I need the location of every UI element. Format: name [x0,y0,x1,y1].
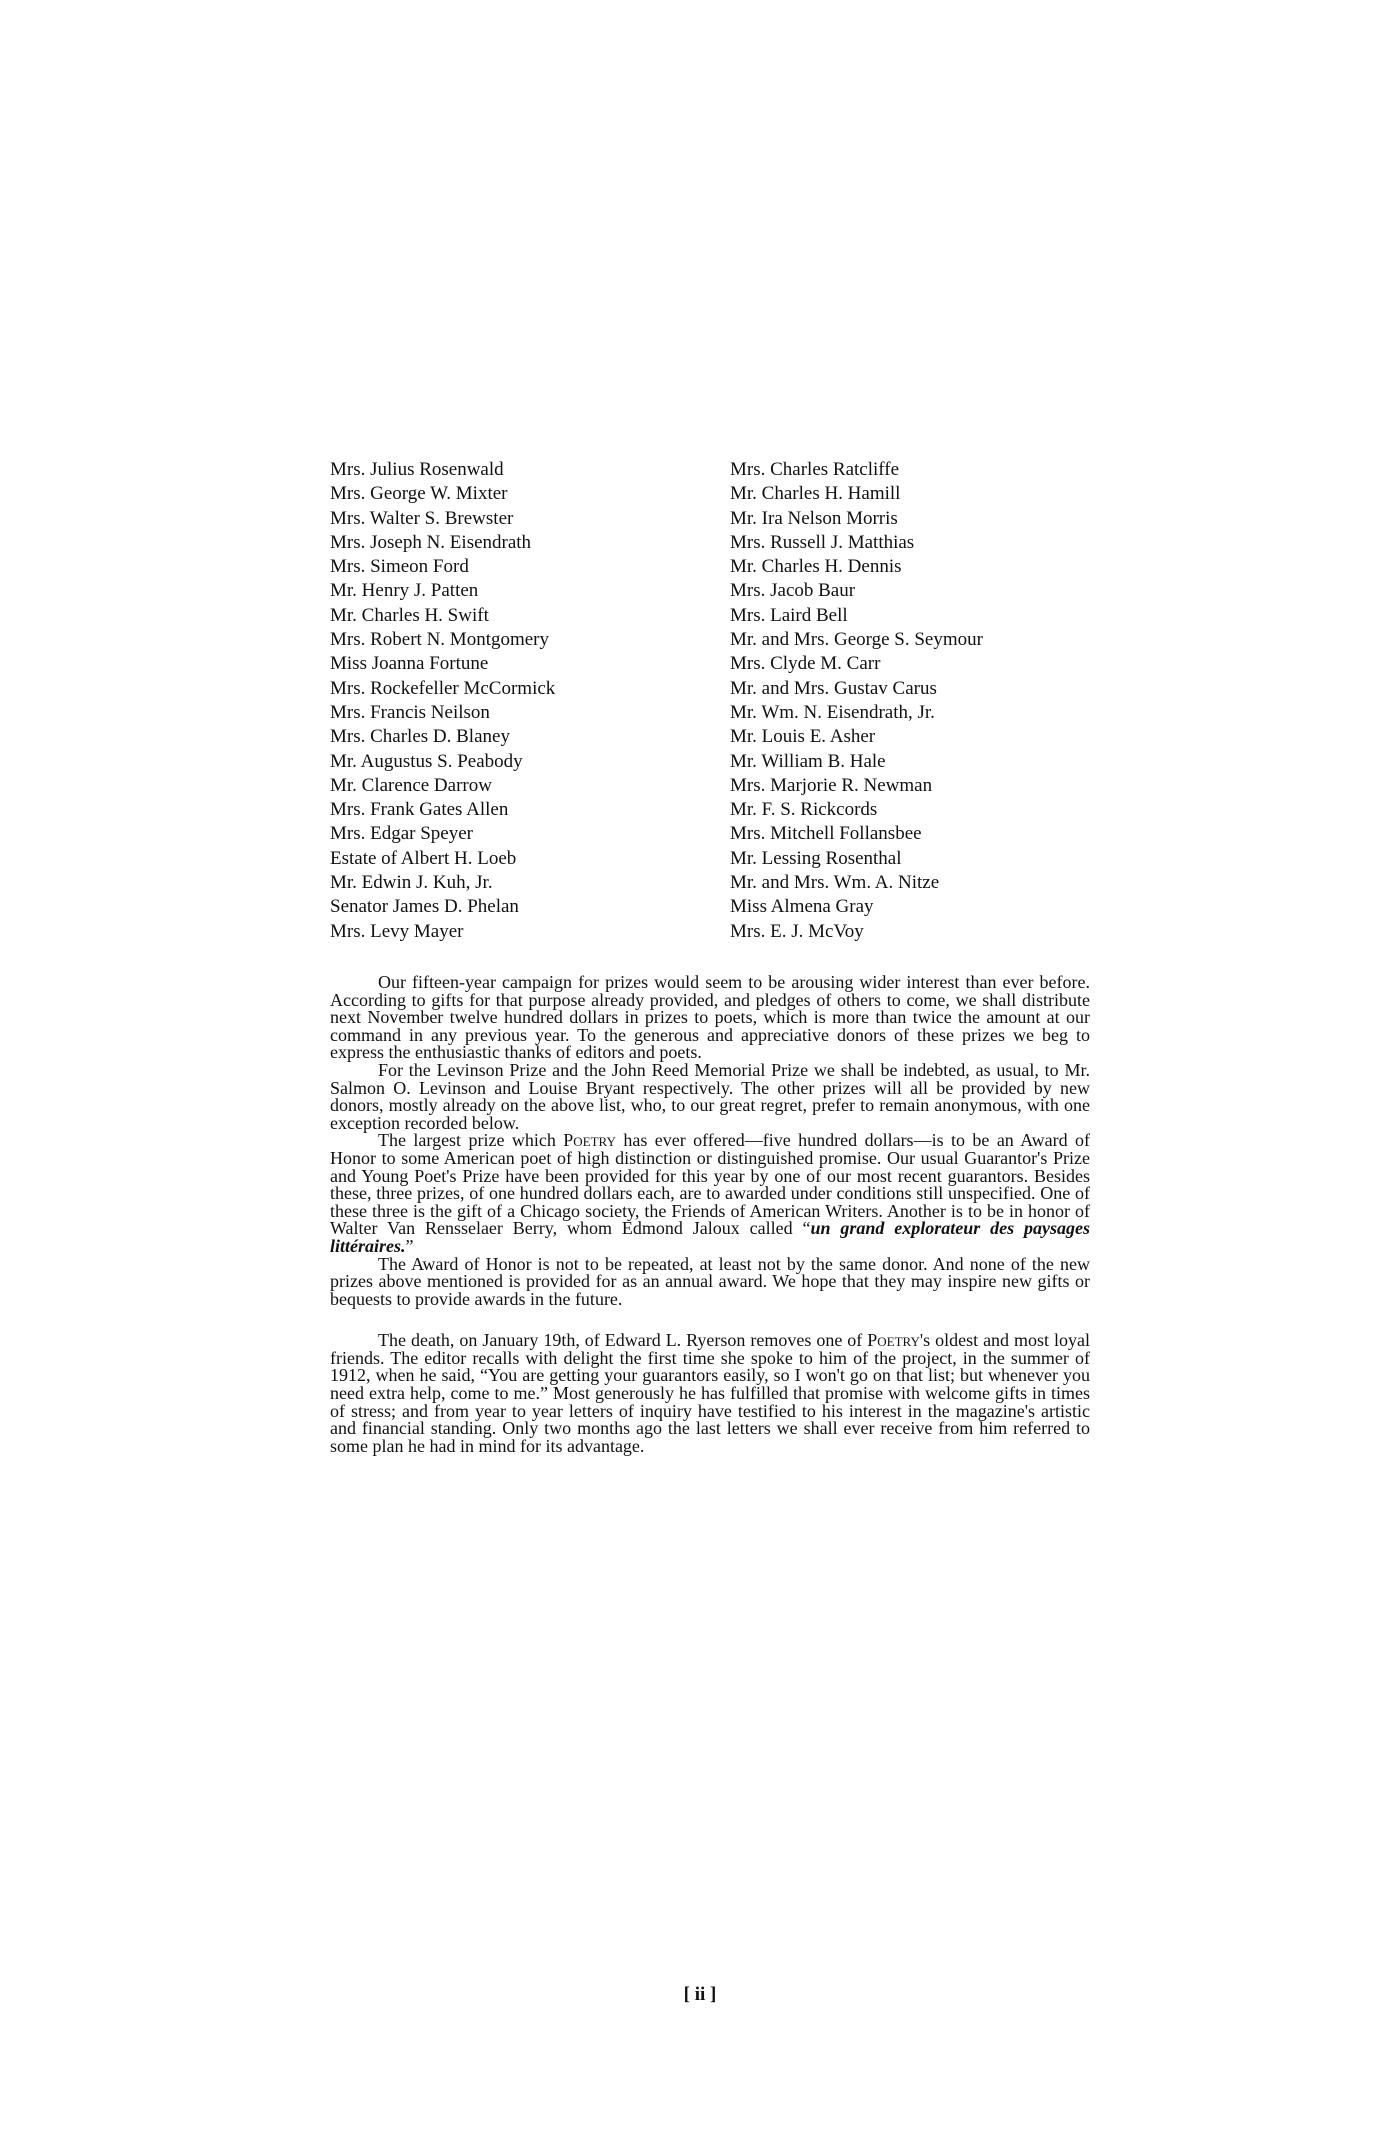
guarantor-name: Mrs. George W. Mixter [330,483,508,505]
french-quote: un grand explorateur des paysages littéraires. [330,1218,1090,1256]
guarantor-name: Mr. F. S. Rickcords [730,799,878,821]
guarantor-name: Mrs. Walter S. Brewster [330,507,514,529]
guarantor-name: Mr. William B. Hale [730,750,886,772]
guarantor-name: Miss Joanna Fortune [330,653,489,675]
guarantor-name: Mr. and Mrs. George S. Seymour [730,629,983,651]
guarantor-name: Mr. Clarence Darrow [330,774,492,796]
guarantor-name: Mr. and Mrs. Gustav Carus [730,677,937,699]
guarantor-name: Mrs. Russell J. Matthias [730,531,915,553]
guarantor-name: Mr. Charles H. Swift [330,604,489,626]
guarantor-name: Mr. Ira Nelson Morris [730,507,898,529]
guarantor-name: Mrs. Laird Bell [730,604,848,626]
guarantor-name: Mr. Louis E. Asher [730,726,876,748]
guarantor-list [330,458,1090,944]
text-run: ” [405,1235,414,1256]
guarantor-name: Mrs. Levy Mayer [330,920,464,942]
guarantor-name: Mrs. Charles Ratcliffe [730,459,900,480]
guarantor-name: Mr. Lessing Rosenthal [730,847,902,869]
guarantor-name: Estate of Albert H. Loeb [330,847,517,869]
guarantor-name: Mr. Charles H. Hamill [730,483,901,505]
guarantor-name: Mrs. Jacob Baur [730,580,856,602]
guarantor-name: Mr. Charles H. Dennis [730,556,902,578]
text-run: The death, on January 19th, of Edward L. Ryerson removes one of [378,1330,868,1351]
guarantor-name: Mrs. Robert N. Montgomery [330,629,550,651]
guarantor-name: Mrs. Charles D. Blaney [330,726,510,748]
page-number: [ ii ] [683,1984,717,2005]
guarantor-name: Mr. Wm. N. Eisendrath, Jr. [730,701,935,723]
guarantor-name: Miss Almena Gray [730,896,874,918]
guarantor-name: Mrs. Marjorie R. Newman [730,774,933,796]
text-run: has ever offered—five hundred dollars—is to be an Award of Honor to some American poet of high distinction or distinguished promise. Our usual Guarantor's Prize and Young Poet's Prize have been provided for this year by one of our most recent guarantors. Besides these, three prizes, of one hundred dollars each, are to awarded under conditions still unspecified. One of these three is the gift of a Chicago society, the Friends of American Writers. Another is to be in honor of Walter Van Rensselaer Berry, whom Edmond Jaloux called “ [330,1130,1090,1239]
guarantor-name: Mrs. Clyde M. Carr [730,653,881,675]
guarantor-name: Mrs. Edgar Speyer [330,823,473,845]
guarantor-name: Mr. Augustus S. Peabody [330,750,523,772]
guarantor-column-left [330,458,700,944]
paragraph-award-of-honor [330,1132,1090,1255]
guarantor-name: Mrs. Mitchell Follansbee [730,823,922,845]
guarantor-name: Mrs. Simeon Ford [330,556,469,578]
guarantor-name: Mr. Henry J. Patten [330,580,479,602]
paragraph-levinson-prize: For the Levinson Prize and the John Reed Memorial Prize we shall be indebted, as usual, to Mr. Salmon O. Levinson and Louise Bryant respectively. The other prizes will all be provided by new donors, mostly already on the above list, who, to our great regret, prefer to remain anonymous, with one exception recorded below. [330,1059,1090,1133]
magazine-name: Poetry [563,1130,616,1151]
guarantor-name: Mrs. E. J. McVoy [730,920,864,942]
text-run: 's oldest and most loyal friends. The editor recalls with delight the first time she spoke to him of the project, in the summer of 1912, when he said, “You are getting your guarantors easily, so I won't go on that list; but whenever you need extra help, come to me.” Most generously he has fulfilled that promise with welcome gifts in times of stress; and from year to year letters of inquiry have testified to his interest in the magazine's artistic and financial standing. Only two months ago the last letters we shall ever receive from him referred to some plan he had in mind for its advantage. [330,1330,1090,1456]
guarantor-name: Mrs. Francis Neilson [330,701,490,723]
paragraph-prize-campaign: Our fifteen-year campaign for prizes would seem to be arousing wider interest than ever before. According to gifts for that purpose already provided, and pledges of others to come, we shall distribute next November twelve hundred dollars in prizes to poets, which is more than twice the amount at our command in any previous year. To the generous and appreciative donors of these prizes we beg to express the enthusiastic thanks of editors and poets. [330,972,1090,1063]
guarantor-name: Mrs. Frank Gates Allen [330,799,509,821]
guarantor-name: Senator James D. Phelan [330,896,519,918]
paragraph-ryerson-obituary [330,1332,1090,1455]
guarantor-column-right [730,458,1090,944]
guarantor-name: Mr. Edwin J. Kuh, Jr. [330,872,493,894]
paragraph-award-not-repeated: The Award of Honor is not to be repeated, at least not by the same donor. And none of the new prizes above mentioned is provided for as an annual award. We hope that they may inspire new gifts or bequests to provide awards in the future. [330,1253,1090,1309]
guarantor-name: Mrs. Rockefeller McCormick [330,677,556,699]
guarantor-name: Mr. and Mrs. Wm. A. Nitze [730,872,940,894]
text-run: The largest prize which [378,1130,564,1151]
magazine-name: Poetry [867,1330,920,1351]
editorial-text [330,974,1090,1455]
guarantor-name: Mrs. Julius Rosenwald [330,459,504,480]
guarantor-name: Mrs. Joseph N. Eisendrath [330,531,532,553]
